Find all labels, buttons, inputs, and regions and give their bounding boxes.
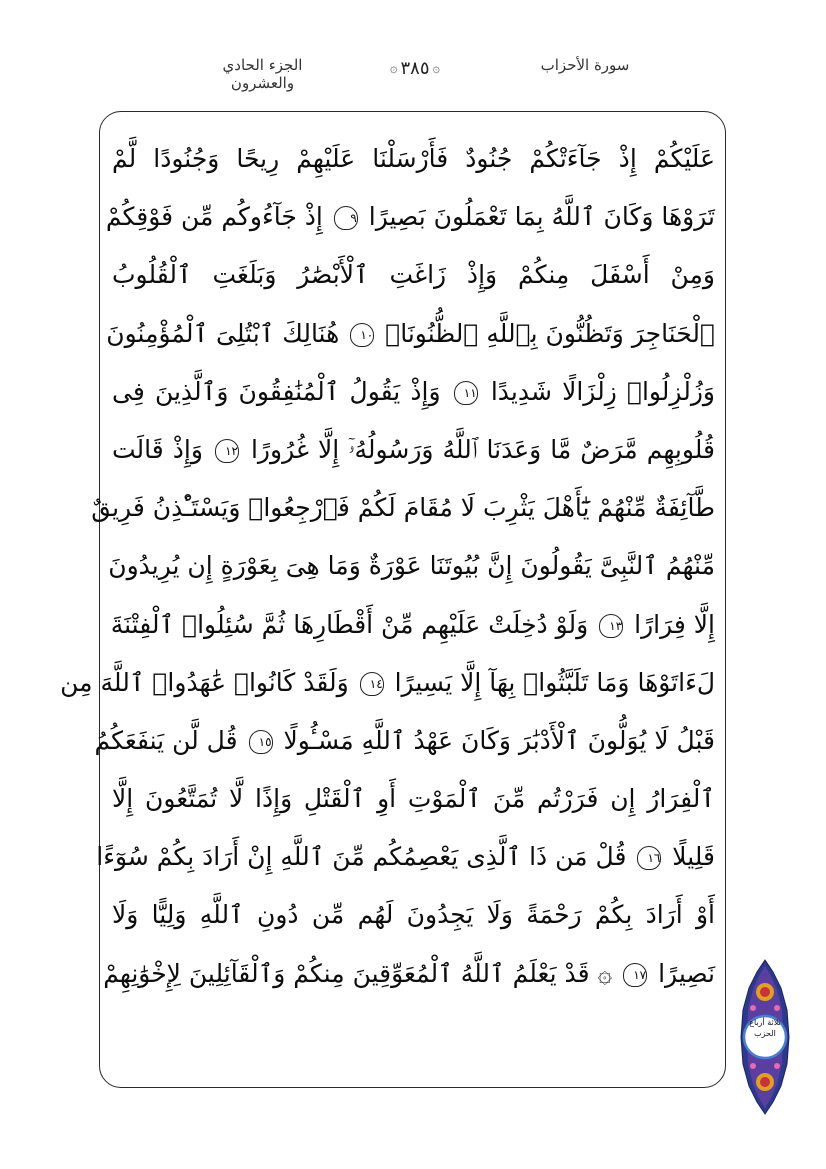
text-line [103,945,715,1003]
ayah-number-marker: ١٧ [623,963,647,987]
ayah-number-marker: ١٤ [360,672,384,696]
text-line [91,479,715,537]
ayah-number-marker: ١٥ [249,730,273,754]
ayah-number-marker: ١١ [454,381,478,405]
line-text: وَمِنْ أَسْفَلَ مِنكُمْ وَإِذْ زَاغَتِ ٱلْأَبْصَٰرُ وَبَلَغَتِ ٱلْقُلُوبُ [112,260,715,290]
juz-name: الجزء الحادي والعشرون [222,56,303,92]
line-text-before: قَبْلُ لَا يُوَلُّونَ ٱلْأَدْبَٰرَ وَكَانَ عَهْدُ ٱللَّهِ مَسْـُٔولًا [283,725,715,755]
line-text-before: لَءَاتَوْهَا وَمَا تَلَبَّثُوا۟ بِهَآ إِلَّا يَسِيرًا [394,667,715,697]
hizb-label [747,1017,783,1039]
line-text: ٱلْفِرَارُ إِن فَرَرْتُم مِّنَ ٱلْمَوْتِ أَوِ ٱلْقَتْلِ وَإِذًا لَّا تُمَتَّعُونَ إِلَّا [112,784,715,814]
line-text: عَلَيْكُمْ إِذْ جَآءَتْكُمْ جُنُودٌ فَأَرْسَلْنَا عَلَيْهِمْ رِيحًا وَجُنُودًا لَّمْ [112,144,715,173]
surah-name: سورة الأحزاب [540,56,630,74]
line-text-before: قُلُوبِهِم مَّرَضٌ مَّا وَعَدَنَا ٱللَّهُ وَرَسُولُهُۥٓ إِلَّا غُرُورًا [250,434,715,464]
text-line [106,305,715,363]
line-text-after: ۞ قَدْ يَعْلَمُ ٱللَّهُ ٱلْمُعَوِّقِينَ مِنكُمْ وَٱلْقَآئِلِينَ لِإِخْوَٰنِهِمْ [103,958,613,988]
line-text-before: نَصِيرًا [658,958,715,988]
text-line [112,886,715,944]
line-text-after: وَلَقَدْ كَانُوا۟ عَٰهَدُوا۟ ٱللَّهَ مِن [60,667,349,697]
ayah-number-marker: ٩ [334,206,358,230]
line-text-before: إِلَّا فِرَارًا [634,609,715,639]
page-ornament-right-icon: ۞ [432,60,441,76]
quran-text [60,130,715,1003]
text-line [112,596,715,654]
line-text-before: قَلِيلًا [672,842,715,872]
text-line [105,188,715,246]
page-number: ٣٨٥ [400,57,430,79]
line-text: أَوْ أَرَادَ بِكُمْ رَحْمَةً وَلَا يَجِدُونَ لَهُم مِّن دُونِ ٱللَّهِ وَلِيًّا وَلَا [112,900,715,930]
ayah-number-marker: ١٢ [215,439,239,463]
line-text-after: قُلْ مَن ذَا ٱلَّذِى يَعْصِمُكُم مِّنَ ٱللَّهِ إِنْ أَرَادَ بِكُمْ سُوٓءًا [96,842,627,872]
text-line [112,770,715,828]
hizb-label-line2: الحزب [754,1029,776,1038]
line-text-after: وَإِذْ قَالَت [112,434,203,464]
line-text-before: وَزُلْزِلُوا۟ زِلْزَالًا شَدِيدًا [490,376,715,406]
ayah-number-marker: ١٣ [599,614,623,638]
text-line [112,363,715,421]
text-line [60,654,715,712]
hizb-label-line1: ثلاثة أرباع [749,1018,781,1027]
text-line [112,130,715,188]
text-line [112,246,715,304]
line-text-after: قُل لَّن يَنفَعَكُمُ [94,725,238,755]
line-text-after: وَلَوْ دُخِلَتْ عَلَيْهِم مِّنْ أَقْطَارِهَا ثُمَّ سُئِلُوا۟ ٱلْفِتْنَةَ [110,609,589,639]
line-text-before: تَرَوْهَا وَكَانَ ٱللَّهُ بِمَا تَعْمَلُونَ بَصِيرًا [368,202,715,232]
line-text-after: وَإِذْ يَقُولُ ٱلْمُنَٰفِقُونَ وَٱلَّذِينَ فِى [112,376,441,406]
line-text-after: هُنَالِكَ ٱبْتُلِىَ ٱلْمُؤْمِنُونَ [106,318,340,348]
text-line [96,828,715,886]
line-text: مِّنْهُمُ ٱلنَّبِىَّ يَقُولُونَ إِنَّ بُيُوتَنَا عَوْرَةٌ وَمَا هِىَ بِعَوْرَةٍ إِن يُرِيدُونَ [108,551,715,581]
ayah-number-marker: ١٠ [350,323,374,347]
text-line [94,712,715,770]
line-text-after: إِذْ جَآءُوكُم مِّن فَوْقِكُمْ [105,202,323,232]
text-line [108,537,715,595]
text-line [112,421,715,479]
line-text: طَّآئِفَةٌ مِّنْهُمْ يَٰٓأَهْلَ يَثْرِبَ لَا مُقَامَ لَكُمْ فَٱرْجِعُوا۟ وَيَسْتَـْٔذِنُ فَرِيقٌ [91,493,715,523]
page-number-block [380,54,450,82]
ayah-number-marker: ١٦ [637,846,661,870]
page-ornament-left-icon: ۞ [389,60,398,76]
page-header [0,52,826,92]
line-text-before: ٱلْحَنَاجِرَ وَتَظُنُّونَ بِٱللَّهِ ٱلظُّنُونَا۠ [385,318,715,348]
